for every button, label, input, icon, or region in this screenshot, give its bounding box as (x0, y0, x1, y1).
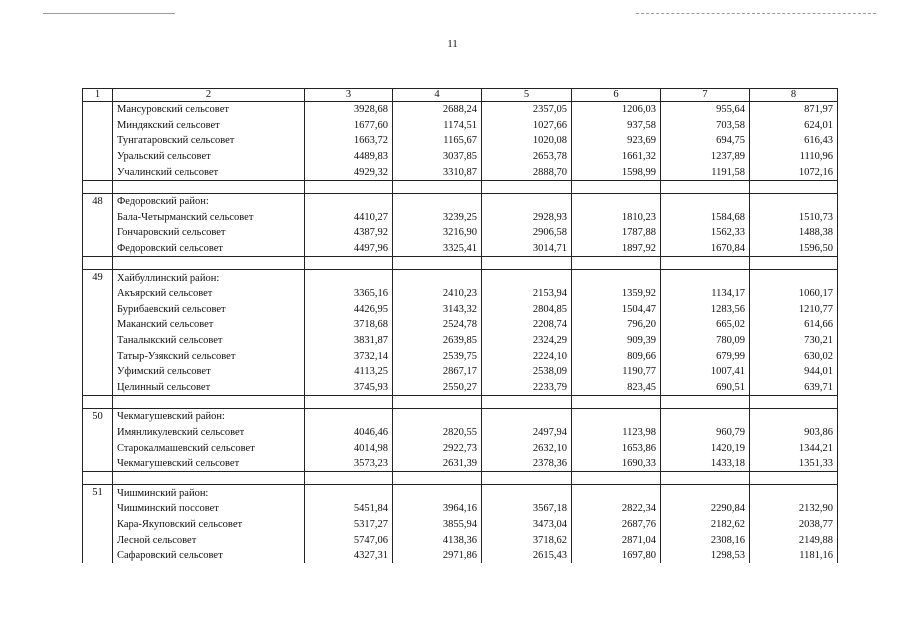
row-number-cell (83, 302, 113, 318)
table-row (83, 133, 838, 149)
row-number-cell (83, 149, 113, 165)
empty-cell (572, 193, 661, 209)
table-row (83, 102, 838, 118)
column-header: 8 (750, 89, 838, 102)
district-number: 51 (83, 485, 113, 501)
row-number-cell (83, 456, 113, 472)
value-cell: 1653,86 (572, 440, 661, 456)
value-cell: 1110,96 (750, 149, 838, 165)
table-row (83, 210, 838, 226)
value-cell: 2653,78 (482, 149, 572, 165)
value-cell: 903,86 (750, 425, 838, 441)
spacer-cell (750, 472, 838, 485)
table-row (83, 333, 838, 349)
value-cell: 2224,10 (482, 348, 572, 364)
spacer-cell (661, 257, 750, 270)
value-cell: 2871,04 (572, 532, 661, 548)
value-cell: 1191,58 (661, 164, 750, 180)
value-cell: 1433,18 (661, 456, 750, 472)
value-cell: 4046,46 (305, 425, 393, 441)
settlement-name: Гончаровский сельсовет (113, 225, 305, 241)
district-title: Хайбуллинский район: (113, 270, 305, 286)
table-row (83, 164, 838, 180)
settlement-name: Уральский сельсовет (113, 149, 305, 165)
value-cell: 3745,93 (305, 380, 393, 396)
table-row (83, 302, 838, 318)
district-title: Чишминский район: (113, 485, 305, 501)
value-cell: 809,66 (572, 348, 661, 364)
value-cell: 2687,76 (572, 517, 661, 533)
spacer-cell (83, 472, 113, 485)
settlement-name: Уфимский сельсовет (113, 364, 305, 380)
spacer-cell (661, 180, 750, 193)
value-cell: 2615,43 (482, 548, 572, 564)
value-cell: 2906,58 (482, 225, 572, 241)
value-cell: 5317,27 (305, 517, 393, 533)
value-cell: 3037,85 (393, 149, 482, 165)
empty-cell (482, 485, 572, 501)
value-cell: 5747,06 (305, 532, 393, 548)
value-cell: 4929,32 (305, 164, 393, 180)
value-cell: 1181,16 (750, 548, 838, 564)
empty-cell (750, 409, 838, 425)
value-cell: 1237,89 (661, 149, 750, 165)
spacer-cell (482, 257, 572, 270)
value-cell: 2524,78 (393, 317, 482, 333)
district-number: 48 (83, 193, 113, 209)
value-cell: 1206,03 (572, 102, 661, 118)
value-cell: 614,66 (750, 317, 838, 333)
empty-cell (661, 193, 750, 209)
table-row (83, 501, 838, 517)
settlement-name: Миндякский сельсовет (113, 118, 305, 134)
value-cell: 2804,85 (482, 302, 572, 318)
table-row (83, 364, 838, 380)
spacer-cell (661, 472, 750, 485)
value-cell: 3239,25 (393, 210, 482, 226)
row-number-cell (83, 333, 113, 349)
settlement-name: Акъярский сельсовет (113, 286, 305, 302)
table-body (83, 89, 838, 564)
column-header: 3 (305, 89, 393, 102)
value-cell: 780,09 (661, 333, 750, 349)
empty-cell (393, 485, 482, 501)
district-number: 49 (83, 270, 113, 286)
value-cell: 3216,90 (393, 225, 482, 241)
value-cell: 2324,29 (482, 333, 572, 349)
settlement-name: Маканский сельсовет (113, 317, 305, 333)
empty-cell (750, 270, 838, 286)
value-cell: 3718,68 (305, 317, 393, 333)
settlement-name: Таналыкский сельсовет (113, 333, 305, 349)
spacer-cell (305, 396, 393, 409)
table-row (83, 548, 838, 564)
group-spacer-row (83, 396, 838, 409)
value-cell: 1123,98 (572, 425, 661, 441)
value-cell: 2410,23 (393, 286, 482, 302)
value-cell: 923,69 (572, 133, 661, 149)
empty-cell (393, 409, 482, 425)
value-cell: 1283,56 (661, 302, 750, 318)
spacer-cell (482, 396, 572, 409)
value-cell: 2639,85 (393, 333, 482, 349)
table-row (83, 348, 838, 364)
table-row (83, 241, 838, 257)
value-cell: 3855,94 (393, 517, 482, 533)
row-number-cell (83, 440, 113, 456)
scan-edge-line (43, 13, 175, 14)
empty-cell (750, 193, 838, 209)
settlement-name: Целинный сельсовет (113, 380, 305, 396)
spacer-cell (113, 180, 305, 193)
value-cell: 3732,14 (305, 348, 393, 364)
column-header: 2 (113, 89, 305, 102)
column-header: 7 (661, 89, 750, 102)
settlement-name: Учалинский сельсовет (113, 164, 305, 180)
value-cell: 1007,41 (661, 364, 750, 380)
column-header: 1 (83, 89, 113, 102)
table-row (83, 532, 838, 548)
spacer-cell (482, 472, 572, 485)
table-header-row (83, 89, 838, 102)
scan-edge-line (636, 13, 876, 14)
value-cell: 4410,27 (305, 210, 393, 226)
table-row (83, 317, 838, 333)
value-cell: 1663,72 (305, 133, 393, 149)
value-cell: 1697,80 (572, 548, 661, 564)
spacer-cell (305, 472, 393, 485)
row-number-cell (83, 380, 113, 396)
value-cell: 1661,32 (572, 149, 661, 165)
value-cell: 3365,16 (305, 286, 393, 302)
value-cell: 2971,86 (393, 548, 482, 564)
value-cell: 3014,71 (482, 241, 572, 257)
settlement-name: Бала-Четырманский сельсовет (113, 210, 305, 226)
value-cell: 1165,67 (393, 133, 482, 149)
settlement-name: Федоровский сельсовет (113, 241, 305, 257)
value-cell: 1670,84 (661, 241, 750, 257)
value-cell: 3718,62 (482, 532, 572, 548)
spacer-cell (661, 396, 750, 409)
value-cell: 2308,16 (661, 532, 750, 548)
settlement-name: Имянликулевский сельсовет (113, 425, 305, 441)
spacer-cell (482, 180, 572, 193)
table-row (83, 517, 838, 533)
value-cell: 955,64 (661, 102, 750, 118)
empty-cell (305, 409, 393, 425)
row-number-cell (83, 210, 113, 226)
settlement-name: Сафаровский сельсовет (113, 548, 305, 564)
value-cell: 2820,55 (393, 425, 482, 441)
settlement-name: Старокалмашевский сельсовет (113, 440, 305, 456)
spacer-cell (393, 257, 482, 270)
spacer-cell (113, 472, 305, 485)
value-cell: 909,39 (572, 333, 661, 349)
table-row (83, 425, 838, 441)
value-cell: 1020,08 (482, 133, 572, 149)
value-cell: 3143,32 (393, 302, 482, 318)
value-cell: 796,20 (572, 317, 661, 333)
value-cell: 3567,18 (482, 501, 572, 517)
empty-cell (393, 270, 482, 286)
value-cell: 3325,41 (393, 241, 482, 257)
value-cell: 730,21 (750, 333, 838, 349)
table-row (83, 225, 838, 241)
value-cell: 1598,99 (572, 164, 661, 180)
district-title: Федоровский район: (113, 193, 305, 209)
value-cell: 3473,04 (482, 517, 572, 533)
value-cell: 2822,34 (572, 501, 661, 517)
empty-cell (482, 270, 572, 286)
value-cell: 1584,68 (661, 210, 750, 226)
table-row (83, 440, 838, 456)
value-cell: 624,01 (750, 118, 838, 134)
settlement-name: Тунгатаровский сельсовет (113, 133, 305, 149)
district-number: 50 (83, 409, 113, 425)
empty-cell (305, 270, 393, 286)
value-cell: 2497,94 (482, 425, 572, 441)
value-cell: 690,51 (661, 380, 750, 396)
value-cell: 4113,25 (305, 364, 393, 380)
settlement-name: Чекмагушевский сельсовет (113, 456, 305, 472)
row-number-cell (83, 241, 113, 257)
empty-cell (661, 270, 750, 286)
value-cell: 630,02 (750, 348, 838, 364)
value-cell: 2182,62 (661, 517, 750, 533)
value-cell: 2550,27 (393, 380, 482, 396)
group-spacer-row (83, 472, 838, 485)
value-cell: 2357,05 (482, 102, 572, 118)
row-number-cell (83, 548, 113, 564)
table-row (83, 149, 838, 165)
value-cell: 1344,21 (750, 440, 838, 456)
row-number-cell (83, 164, 113, 180)
value-cell: 3831,87 (305, 333, 393, 349)
value-cell: 2290,84 (661, 501, 750, 517)
value-cell: 1134,17 (661, 286, 750, 302)
row-number-cell (83, 225, 113, 241)
value-cell: 1359,92 (572, 286, 661, 302)
value-cell: 2539,75 (393, 348, 482, 364)
value-cell: 703,58 (661, 118, 750, 134)
row-number-cell (83, 348, 113, 364)
value-cell: 2208,74 (482, 317, 572, 333)
row-number-cell (83, 317, 113, 333)
empty-cell (572, 409, 661, 425)
value-cell: 694,75 (661, 133, 750, 149)
column-header: 6 (572, 89, 661, 102)
row-number-cell (83, 532, 113, 548)
value-cell: 1072,16 (750, 164, 838, 180)
value-cell: 3964,16 (393, 501, 482, 517)
value-cell: 2631,39 (393, 456, 482, 472)
value-cell: 5451,84 (305, 501, 393, 517)
group-spacer-row (83, 180, 838, 193)
empty-cell (305, 193, 393, 209)
value-cell: 1420,19 (661, 440, 750, 456)
value-cell: 1596,50 (750, 241, 838, 257)
spacer-cell (83, 396, 113, 409)
page-number: 11 (447, 38, 458, 50)
value-cell: 2153,94 (482, 286, 572, 302)
spacer-cell (572, 472, 661, 485)
data-table (82, 88, 838, 563)
district-row (83, 409, 838, 425)
spacer-cell (750, 180, 838, 193)
table-row (83, 118, 838, 134)
value-cell: 2688,24 (393, 102, 482, 118)
spacer-cell (750, 257, 838, 270)
value-cell: 679,99 (661, 348, 750, 364)
value-cell: 960,79 (661, 425, 750, 441)
value-cell: 1510,73 (750, 210, 838, 226)
value-cell: 1787,88 (572, 225, 661, 241)
value-cell: 1562,33 (661, 225, 750, 241)
value-cell: 2632,10 (482, 440, 572, 456)
spacer-cell (393, 180, 482, 193)
empty-cell (393, 193, 482, 209)
value-cell: 1810,23 (572, 210, 661, 226)
spacer-cell (572, 180, 661, 193)
settlement-name: Кара-Якуповский сельсовет (113, 517, 305, 533)
value-cell: 1174,51 (393, 118, 482, 134)
empty-cell (661, 409, 750, 425)
spacer-cell (305, 257, 393, 270)
empty-cell (572, 485, 661, 501)
value-cell: 1351,33 (750, 456, 838, 472)
row-number-cell (83, 501, 113, 517)
value-cell: 871,97 (750, 102, 838, 118)
table-row (83, 456, 838, 472)
value-cell: 2149,88 (750, 532, 838, 548)
spacer-cell (393, 396, 482, 409)
district-title: Чекмагушевский район: (113, 409, 305, 425)
spacer-cell (83, 257, 113, 270)
settlement-name: Бурибаевский сельсовет (113, 302, 305, 318)
spacer-cell (83, 180, 113, 193)
table-row (83, 286, 838, 302)
spacer-cell (113, 396, 305, 409)
value-cell: 937,58 (572, 118, 661, 134)
row-number-cell (83, 133, 113, 149)
empty-cell (305, 485, 393, 501)
group-spacer-row (83, 257, 838, 270)
table-row (83, 380, 838, 396)
value-cell: 2233,79 (482, 380, 572, 396)
district-row (83, 193, 838, 209)
value-cell: 665,02 (661, 317, 750, 333)
row-number-cell (83, 286, 113, 302)
value-cell: 1190,77 (572, 364, 661, 380)
value-cell: 2888,70 (482, 164, 572, 180)
value-cell: 639,71 (750, 380, 838, 396)
empty-cell (482, 409, 572, 425)
value-cell: 616,43 (750, 133, 838, 149)
empty-cell (661, 485, 750, 501)
value-cell: 1060,17 (750, 286, 838, 302)
settlement-name: Чишминский поссовет (113, 501, 305, 517)
row-number-cell (83, 118, 113, 134)
value-cell: 4426,95 (305, 302, 393, 318)
spacer-cell (113, 257, 305, 270)
row-number-cell (83, 425, 113, 441)
value-cell: 3928,68 (305, 102, 393, 118)
spacer-cell (572, 396, 661, 409)
value-cell: 2038,77 (750, 517, 838, 533)
value-cell: 2538,09 (482, 364, 572, 380)
value-cell: 944,01 (750, 364, 838, 380)
spacer-cell (750, 396, 838, 409)
settlement-name: Мансуровский сельсовет (113, 102, 305, 118)
value-cell: 2922,73 (393, 440, 482, 456)
district-row (83, 485, 838, 501)
row-number-cell (83, 517, 113, 533)
value-cell: 1504,47 (572, 302, 661, 318)
settlement-name: Татыр-Узякский сельсовет (113, 348, 305, 364)
value-cell: 1298,53 (661, 548, 750, 564)
column-header: 5 (482, 89, 572, 102)
value-cell: 4497,96 (305, 241, 393, 257)
value-cell: 1210,77 (750, 302, 838, 318)
value-cell: 2132,90 (750, 501, 838, 517)
value-cell: 3573,23 (305, 456, 393, 472)
value-cell: 1690,33 (572, 456, 661, 472)
value-cell: 1027,66 (482, 118, 572, 134)
value-cell: 1897,92 (572, 241, 661, 257)
value-cell: 4489,83 (305, 149, 393, 165)
empty-cell (750, 485, 838, 501)
value-cell: 3310,87 (393, 164, 482, 180)
value-cell: 823,45 (572, 380, 661, 396)
value-cell: 4387,92 (305, 225, 393, 241)
spacer-cell (393, 472, 482, 485)
empty-cell (572, 270, 661, 286)
spacer-cell (572, 257, 661, 270)
row-number-cell (83, 364, 113, 380)
value-cell: 1488,38 (750, 225, 838, 241)
value-cell: 2867,17 (393, 364, 482, 380)
value-cell: 4014,98 (305, 440, 393, 456)
value-cell: 1677,60 (305, 118, 393, 134)
value-cell: 4327,31 (305, 548, 393, 564)
row-number-cell (83, 102, 113, 118)
value-cell: 2378,36 (482, 456, 572, 472)
value-cell: 2928,93 (482, 210, 572, 226)
settlement-name: Лесной сельсовет (113, 532, 305, 548)
district-row (83, 270, 838, 286)
value-cell: 4138,36 (393, 532, 482, 548)
column-header: 4 (393, 89, 482, 102)
empty-cell (482, 193, 572, 209)
spacer-cell (305, 180, 393, 193)
